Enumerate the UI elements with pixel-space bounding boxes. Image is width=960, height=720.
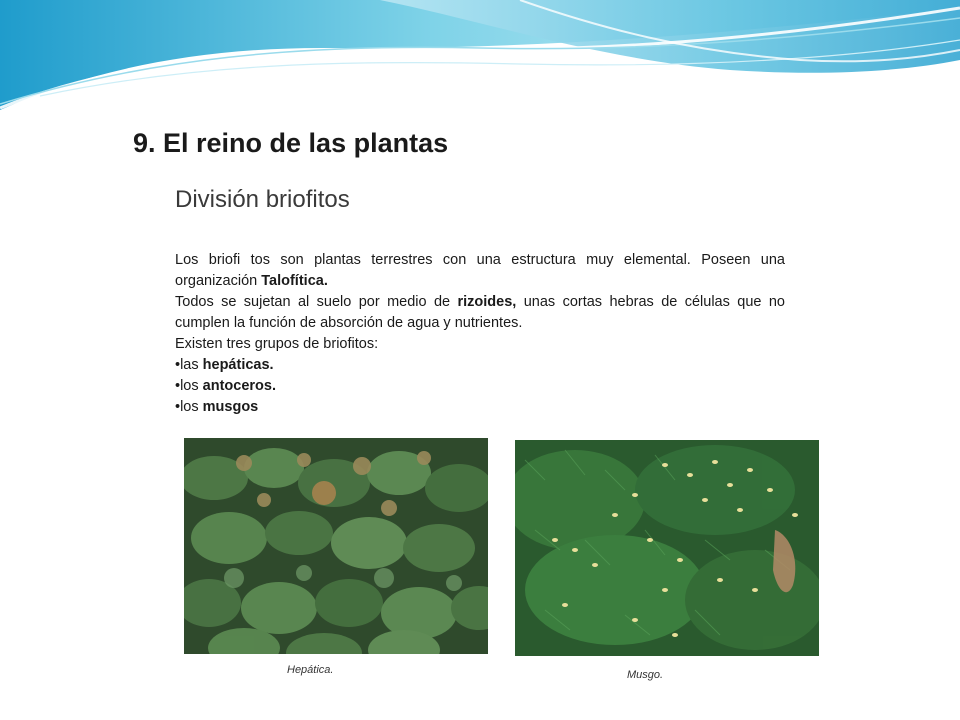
header-wave-decoration xyxy=(0,0,960,115)
bullet-icon: • xyxy=(175,378,181,394)
figure-caption: Musgo. xyxy=(627,669,664,681)
paragraph-rizoides xyxy=(175,292,785,334)
list-item-prefix: los xyxy=(180,378,203,394)
list-item xyxy=(175,355,785,376)
list-item-prefix: los xyxy=(180,399,203,415)
group-name: antoceros. xyxy=(202,378,276,394)
bullet-icon: • xyxy=(175,357,181,373)
term-rizoides: rizoides, xyxy=(457,294,517,310)
body-text xyxy=(175,250,785,418)
paragraph-text: unas cortas hebras de células que no cumplen la función de absorción de agua y nutrientes. xyxy=(175,294,785,331)
moss-photo xyxy=(515,440,819,656)
group-name: musgos xyxy=(202,399,259,415)
group-name: hepáticas. xyxy=(202,357,274,373)
paragraph-text: Todos se sujetan al suelo por medio de xyxy=(175,294,458,310)
groups-list xyxy=(175,355,785,418)
slide-title: 9. El reino de las plantas xyxy=(133,128,449,158)
paragraph-text: Los briofi tos son plantas terrestres con una estructura muy elemental. Poseen una organización xyxy=(175,252,785,289)
paragraph-organization xyxy=(175,250,785,292)
bullet-icon: • xyxy=(175,399,181,415)
figure-caption: Hepática. xyxy=(287,664,334,676)
list-item xyxy=(175,376,785,397)
liverwort-photo xyxy=(184,438,488,654)
list-item xyxy=(175,397,785,418)
list-item-prefix: las xyxy=(180,357,203,373)
slide-subtitle: División briofitos xyxy=(175,186,350,213)
paragraph-groups-intro: Existen tres grupos de briofitos: xyxy=(175,336,379,352)
term-talofitica: Talofítica. xyxy=(261,273,328,289)
